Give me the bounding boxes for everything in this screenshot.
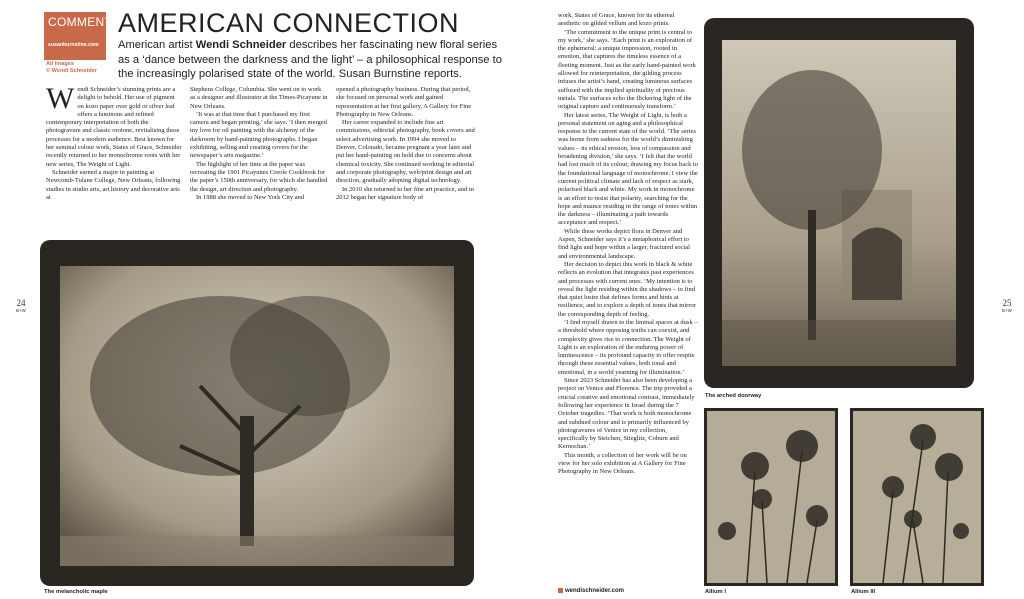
folio-right-number: 25 (1002, 298, 1012, 308)
col4-para-8: This month, a collection of her work will be on view for her solo exhibition at A Gallery for Fine Photography in New Orleans. (558, 451, 687, 476)
body-column-4 (558, 12, 698, 477)
credit-line-2: © Wendi Schneider (46, 68, 97, 74)
standfirst-name: Wendi Schneider (195, 39, 287, 51)
body-column-3 (336, 86, 476, 202)
col4-para-6: ‘I find myself drawn to the liminal spaces at dusk – a threshold where opposing truths can coexist, and complexity gives rise to connection. The Weight of Light is an exploration of the enduring power of luminescence – its profound capacity to offer respite through these essential values, both tonal and emotional, in a world yearning for illumination.’ (558, 318, 698, 376)
web-icon (558, 588, 563, 593)
allium3-photo-frame (850, 408, 984, 586)
standfirst-post: describes her fascinating new floral series as a ‘dance between the darkness and the light’ – a philosophical response to the increasingly polarised state of the world. Susan Burnstine reports. (118, 39, 502, 80)
footer-website[interactable] (558, 588, 624, 594)
standfirst (118, 38, 508, 82)
body-column-1 (46, 82, 182, 202)
col4-para-2: ‘The commitment to the unique print is central to my work,’ she says. ‘Each print is an exploration of the ephemeral: a unique impression, rooted in emotion, that captures the timeless essence of a fleeting moment. Just as the early hand-painted work allowed for reinterpretation, the gilding process infuses the artist’s hand, creating luminous surfaces suffused with the implied spirituality of precious metals. The surfaces echo the flickering light of the original capture and continuously transform.’ (558, 28, 696, 111)
col2-para-1: Stephens College, Columbia. She went on to work as a designer and illustrator at the Times-Picayune in New Orleans. (190, 86, 328, 110)
col1-para-1: endi Schneider’s stunning prints are a delight to behold. Her use of pigment on kozo paper over gold or silver leaf offers a luminous and refined contemporary interpretation of both the photogravure and classic orotone, revitalising these processes for a modern audience. Best known for her seminal colour work, States of Grace, Schneider recently returned to her monochrome roots with her new series, The Weight of Light. (46, 86, 182, 168)
body-column-2 (190, 86, 328, 202)
col1-para-2: Schneider earned a major in painting at Newcomb-Tulane College, New Orleans, following studies in studio arts, art history and decorative arts at (46, 168, 181, 201)
col4-para-5: Her decision to depict this work in black & white reflects an evolution that integrates past experiences and processes with current ones. ‘My intention is to reveal the light residing within the shadows – to find that quiet lustre that defines forms and hints at resilience, and to explore a depth of tones that mirror the corresponding depth of feeling. (558, 260, 696, 318)
col2-para-4: In 1988 she moved to New York City and (196, 193, 305, 201)
maple-photo-frame (40, 240, 474, 586)
col3-para-2: Her career expanded to include fine art commissions, editorial photography, book covers and select advertising work. In 1994 she moved to Denver, Colorado, became pregnant a year later and put her hand-painting on hold due to concerns about chemical toxicity. She continued working in editorial and corporate photography, web/print design and art direction, gradually adopting digital technology. (336, 119, 475, 185)
caption-maple: The melancholic maple (44, 589, 108, 595)
caption-allium3: Allium III (851, 589, 876, 595)
doorway-photo (722, 40, 956, 366)
folio-left-mag: B+W (16, 308, 26, 313)
badge-label: COMMENT (48, 15, 113, 29)
allium1-photo-frame (704, 408, 838, 586)
col4-para-1: work, States of Grace, known for its ethereal aesthetic on gilded vellum and kozo prints. (558, 12, 675, 28)
caption-doorway: The arched doorway (705, 393, 762, 399)
col2-para-2: ‘It was at that time that I purchased my first camera and began printing,’ she says. ‘I then merged my love for oil painting with the alchemy of the darkroom by hand-painting photographs. I began exhibiting, selling and creating covers for the newspaper’s arts magazine.’ (190, 110, 327, 160)
page-number-left (10, 298, 32, 313)
headline: AMERICAN CONNECTION (118, 8, 460, 38)
folio-right-mag: B+W (1002, 308, 1012, 313)
page-number-right (996, 298, 1018, 313)
col3-para-1: opened a photography business. During that period, she focused on personal work and gained representation at her first gallery, A Gallery for Fine Photography in New Orleans. (336, 86, 472, 118)
col4-para-3: Her latest series, The Weight of Light, is both a personal statement on aging and a philosophical response to the current state of the world. ‘The series was borne from sadness for the world’s diminishing values – its ethical erosion, loss of compassion and broadening division,’ she says. ‘I felt that the world had lost much of its colour, drawing my focus back to the foundational language of monochrome. I view the current political climate and lack of respect as stark, polarised black and white. My work in monochrome is an effort to resist that polarity, searching for the hope and nuance residing in the range of tones within the darkness – illuminating a path towards acceptance and respect.’ (558, 111, 699, 227)
drop-cap: W (46, 82, 75, 115)
caption-allium1: Allium I (705, 589, 726, 595)
badge-url[interactable]: susanburnstine.com (48, 42, 99, 48)
maple-photo (60, 266, 454, 566)
allium1-photo (707, 411, 835, 583)
comment-badge (44, 12, 113, 60)
allium3-photo (853, 411, 981, 583)
credit-line-1: All images (46, 61, 74, 67)
doorway-photo-frame (704, 18, 974, 388)
col4-para-7: Since 2023 Schneider has also been developing a project on Venice and Florence. The trip provided a crucial creative and emotional contrast, immediately following her experience in Israel during the 7 October tragedies. ‘That work is both monochrome and subdued colour and is primarily influenced by photogravures of Venice in my collection, specifically by Steichen, Stieglitz, Coburn and Kernochan.’ (558, 377, 695, 451)
footer-website-text[interactable]: wendischneider.com (565, 588, 625, 595)
col3-para-3: In 2010 she returned to her fine art practice, and in 2012 began her signature body of (336, 185, 474, 201)
col4-para-4: While these works depict flora in Denver and Aspen, Schneider says it’s a metaphorical effort to find light and hope within a larger, fractured social and environmental landscape. (558, 227, 690, 260)
image-credit (46, 61, 97, 75)
folio-left-number: 24 (16, 298, 26, 308)
standfirst-pre: American artist (118, 39, 196, 51)
col2-para-3: The highlight of her time at the paper was recreating the 1901 Picayunes Creole Cookbook for the paper’s 150th anniversary, for which she handled the design, art direction and photography. (190, 160, 328, 193)
